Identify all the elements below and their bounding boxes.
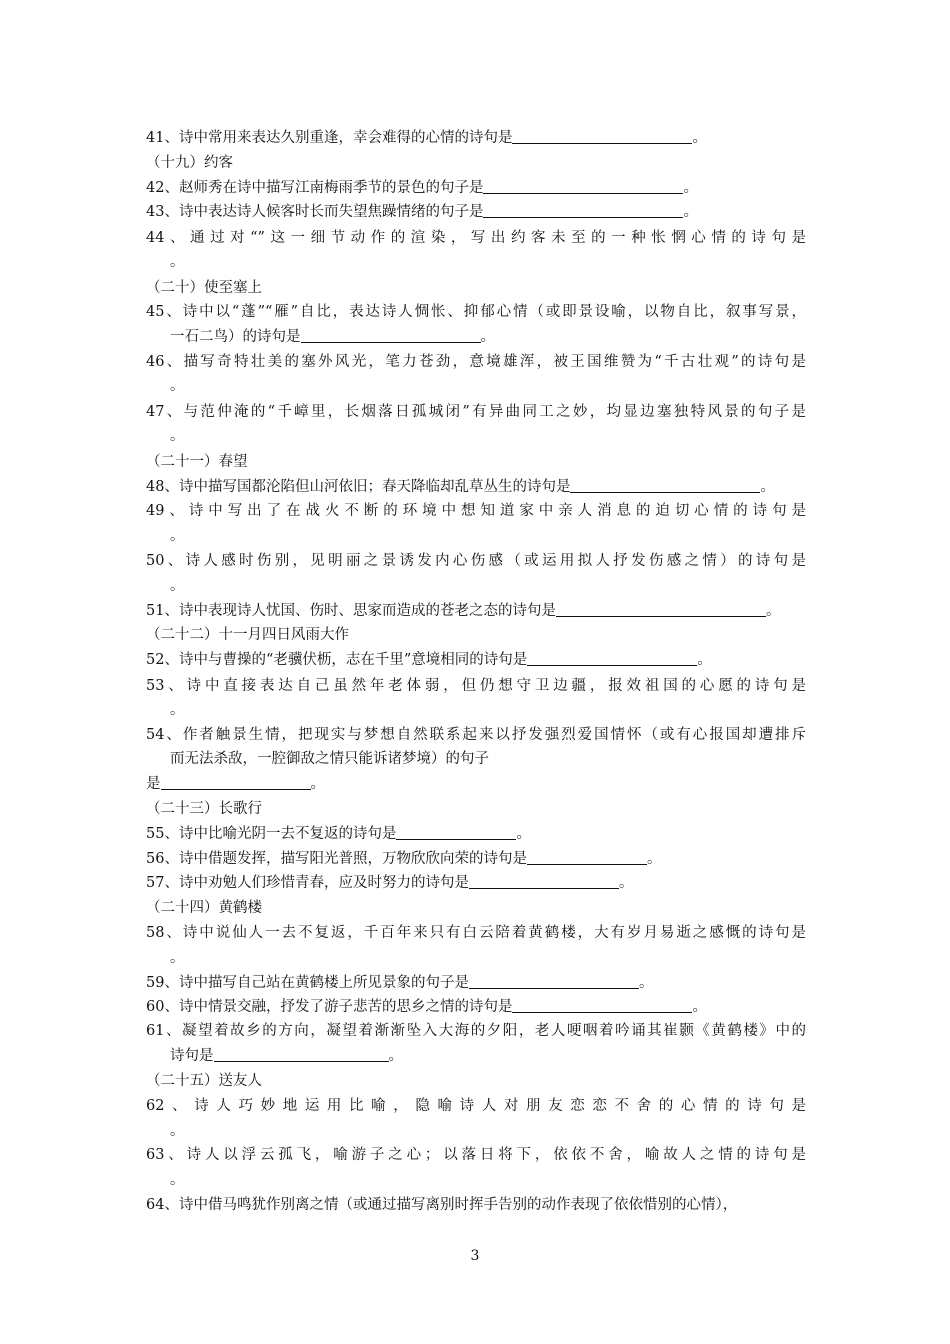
section-heading: （二十）使至塞上 [146, 280, 262, 296]
section-heading: （十九）约客 [146, 155, 233, 171]
question-51: 51、诗中表现诗人忧国、伤时、思家而造成的苍老之态的诗句是 。 [146, 603, 781, 619]
question-number: 52、 [146, 652, 179, 668]
question-number: 48、 [146, 479, 179, 495]
question-59: 59、诗中描写自己站在黄鹤楼上所见景象的句子是 。 [146, 975, 654, 991]
answer-end-mark: 。 [170, 428, 185, 444]
question-number: 46、 [146, 354, 184, 370]
question-60: 60、诗中情景交融，抒发了游子悲苦的思乡之情的诗句是 。 [146, 999, 707, 1015]
answer-end-mark: 。 [170, 1123, 185, 1139]
question-number: 55、 [146, 826, 179, 842]
question-number: 49、 [146, 503, 189, 519]
question-text: 诗中描写国都沦陷但山河依旧；春天降临却乱草丛生的诗句是 [178, 479, 571, 495]
question-text: 诗中表达诗人候客时长而失望焦躁情绪的句子是 [178, 204, 484, 220]
question-number: 45、 [146, 304, 183, 320]
answer-blank[interactable] [396, 825, 516, 840]
question-61 [146, 1021, 806, 1041]
question-number: 41、 [146, 130, 179, 146]
question-45-continued: 一石二鸟）的诗句是 。 [170, 329, 495, 345]
question-text: 诗中借马鸣犹作别离之情（或通过描写离别时挥手告别的动作表现了依依惜别的心情）， [178, 1197, 738, 1213]
question-64 [146, 1195, 737, 1215]
question-number: 61、 [146, 1023, 183, 1039]
question-text: 诗中表现诗人忧国、伤时、思家而造成的苍老之态的诗句是 [178, 603, 556, 619]
question-52: 52、诗中与曹操的“老骥伏枥，志在千里”意境相同的诗句是 。 [146, 652, 712, 668]
question-text: 诗中以“蓬”“雁”自比，表达诗人惆怅、抑郁心情（或即景设喻，以物自比，叙事写景， [182, 304, 807, 320]
answer-blank[interactable] [512, 129, 692, 144]
question-49 [146, 501, 806, 521]
question-number: 60、 [146, 999, 179, 1015]
question-text: 赵师秀在诗中描写江南梅雨季节的景色的句子是 [178, 180, 484, 196]
question-text: 作者触景生情，把现实与梦想自然联系起来以抒发强烈爱国情怀（或有心报国却遭排斥 [182, 727, 807, 743]
answer-end-mark: 。 [170, 528, 185, 544]
question-55: 55、诗中比喻光阴一去不复返的诗句是 。 [146, 826, 531, 842]
answer-blank[interactable] [556, 602, 766, 617]
question-number: 51、 [146, 603, 179, 619]
question-text: 诗中直接表达自己虽然年老体弱，但仍想守卫边疆，报效祖国的心愿的诗句是 [186, 678, 807, 694]
answer-blank[interactable] [570, 478, 760, 493]
section-heading: （二十二）十一月四日风雨大作 [146, 627, 349, 643]
question-number: 57、 [146, 875, 179, 891]
question-text: 诗中比喻光阴一去不复返的诗句是 [178, 826, 397, 842]
answer-blank[interactable] [214, 1047, 389, 1062]
question-54-answer-line: 是 。 [146, 776, 325, 792]
answer-end-mark: 。 [170, 950, 185, 966]
question-text: 诗中说仙人一去不复返，千百年来只有白云陪着黄鹤楼，大有岁月易逝之感慨的诗句是 [182, 925, 807, 941]
question-50 [146, 551, 806, 571]
answer-blank[interactable] [469, 974, 639, 989]
section-heading: （二十三）长歌行 [146, 801, 262, 817]
answer-end-mark: 。 [170, 1172, 185, 1188]
question-number: 58、 [146, 925, 183, 941]
question-text: 诗中情景交融，抒发了游子悲苦的思乡之情的诗句是 [178, 999, 513, 1015]
question-48: 48、诗中描写国都沦陷但山河依旧；春天降临却乱草丛生的诗句是 。 [146, 479, 775, 495]
question-text: 诗人感时伤别，见明丽之景诱发内心伤感（或运用拟人抒发伤感之情）的诗句是 [185, 553, 806, 569]
question-63 [146, 1145, 806, 1165]
question-number: 43、 [146, 204, 179, 220]
question-43: 43、诗中表达诗人候客时长而失望焦躁情绪的句子是 。 [146, 204, 698, 220]
question-number: 59、 [146, 975, 179, 991]
answer-blank[interactable] [483, 179, 683, 194]
question-number: 63、 [146, 1147, 187, 1163]
question-54-continued: 而无法杀敌，一腔御敌之情只能诉诸梦境）的句子 [170, 751, 489, 767]
answer-blank[interactable] [161, 775, 311, 790]
question-54 [146, 725, 806, 745]
question-text: 诗中借题发挥，描写阳光普照，万物欣欣向荣的诗句是 [178, 851, 527, 867]
question-number: 53、 [146, 678, 187, 694]
question-61-continued: 诗句是 。 [170, 1048, 403, 1064]
question-text: 诗中常用来表达久别重逢，幸会难得的心情的诗句是 [178, 130, 513, 146]
answer-blank[interactable] [512, 998, 692, 1013]
question-text: 诗中与曹操的“老骥伏枥，志在千里”意境相同的诗句是 [178, 652, 528, 668]
section-heading: （二十四）黄鹤楼 [146, 900, 262, 916]
question-text: 诗人以浮云孤飞，喻游子之心；以落日将下，依依不舍，喻故人之情的诗句是 [186, 1147, 807, 1163]
question-number: 50、 [146, 553, 186, 569]
question-number: 42、 [146, 180, 179, 196]
question-number: 44、 [146, 230, 191, 246]
question-number: 56、 [146, 851, 179, 867]
question-41: 41、诗中常用来表达久别重逢，幸会难得的心情的诗句是 。 [146, 130, 707, 146]
answer-blank[interactable] [483, 203, 683, 218]
question-47 [146, 402, 806, 422]
question-text: 诗中描写自己站在黄鹤楼上所见景象的句子是 [178, 975, 469, 991]
answer-end-mark: 。 [170, 378, 185, 394]
question-number: 47、 [146, 404, 184, 420]
question-text: 诗人巧妙地运用比喻，隐喻诗人对朋友恋恋不舍的心情的诗句是 [194, 1098, 807, 1114]
question-57: 57、诗中劝勉人们珍惜青春，应及时努力的诗句是 。 [146, 875, 634, 891]
question-44 [146, 228, 806, 248]
page-number: 3 [470, 1248, 480, 1264]
question-text: 诗中劝勉人们珍惜青春，应及时努力的诗句是 [178, 875, 469, 891]
question-42: 42、赵师秀在诗中描写江南梅雨季节的景色的句子是 。 [146, 180, 698, 196]
question-text: 与范仲淹的“千嶂里，长烟落日孤城闭”有异曲同工之妙，均显边塞独特风景的句子是 [183, 404, 806, 420]
question-53 [146, 676, 806, 696]
answer-end-mark: 。 [170, 702, 185, 718]
question-45 [146, 302, 806, 322]
question-46 [146, 352, 806, 372]
question-text: 诗中写出了在战火不断的环境中想知道家中亲人消息的迫切心情的诗句是 [188, 503, 807, 519]
answer-blank[interactable] [527, 651, 697, 666]
section-heading: （二十五）送友人 [146, 1073, 262, 1089]
question-number: 64、 [146, 1197, 179, 1213]
answer-blank[interactable] [469, 874, 619, 889]
question-62 [146, 1096, 806, 1116]
question-text: 通过对“”这一细节动作的渲染，写出约客未至的一种怅惘心情的诗句是 [190, 230, 806, 246]
question-text: 凝望着故乡的方向，凝望着渐渐坠入大海的夕阳，老人哽咽着吟诵其崔颢《黄鹤楼》中的 [182, 1023, 806, 1039]
question-number: 62、 [146, 1098, 195, 1114]
question-58 [146, 923, 806, 943]
section-heading: （二十一）春望 [146, 454, 248, 470]
question-number: 54、 [146, 727, 183, 743]
answer-blank[interactable] [301, 328, 481, 343]
question-56: 56、诗中借题发挥，描写阳光普照，万物欣欣向荣的诗句是 。 [146, 851, 662, 867]
answer-end-mark: 。 [170, 254, 185, 270]
answer-blank[interactable] [527, 850, 647, 865]
answer-end-mark: 。 [170, 578, 185, 594]
question-text: 描写奇特壮美的塞外风光，笔力苍劲，意境雄浑，被王国维赞为“千古壮观”的诗句是 [183, 354, 806, 370]
